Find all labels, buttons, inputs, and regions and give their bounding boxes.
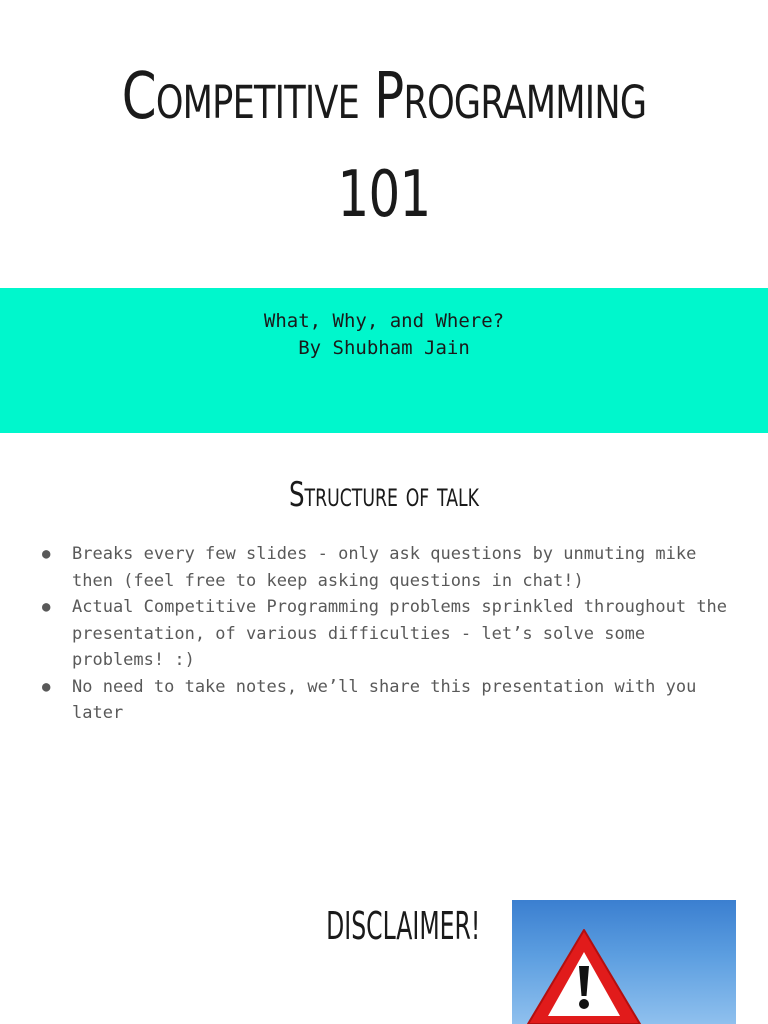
title-line-2: 101	[337, 158, 431, 232]
list-item-text: Actual Competitive Programming problems sprinkled throughout the presentation, of various difficulties - let’s solve some problems! :)	[72, 597, 728, 670]
presentation-title	[84, 48, 683, 244]
list-item-text: No need to take notes, we’ll share this presentation with you later	[72, 676, 697, 723]
warning-sign-image	[512, 900, 736, 1024]
bullet-list	[40, 541, 740, 727]
title-slide	[0, 0, 768, 433]
bullet-icon: ●	[42, 546, 51, 562]
structure-slide	[0, 433, 768, 866]
slide-heading: Structure of talk	[288, 475, 480, 515]
list-item	[40, 594, 740, 674]
disclaimer-slide	[0, 866, 768, 1024]
bullet-icon: ●	[42, 678, 51, 695]
presentation-subtitle	[0, 308, 768, 362]
subtitle-line-2: By Shubham Jain	[298, 337, 470, 359]
list-item	[40, 541, 740, 594]
subtitle-line-1: What, Why, and Where?	[263, 310, 505, 332]
list-item	[40, 674, 740, 727]
bullet-icon: ●	[42, 599, 51, 615]
list-item-text: Breaks every few slides - only ask questions by unmuting mike then (feel free to keep asking questions in chat!)	[72, 544, 697, 591]
slide-heading: DISCLAIMER!	[326, 904, 481, 948]
title-line-1: Competitive Programming	[121, 60, 647, 134]
warning-sign-icon	[512, 900, 736, 1024]
